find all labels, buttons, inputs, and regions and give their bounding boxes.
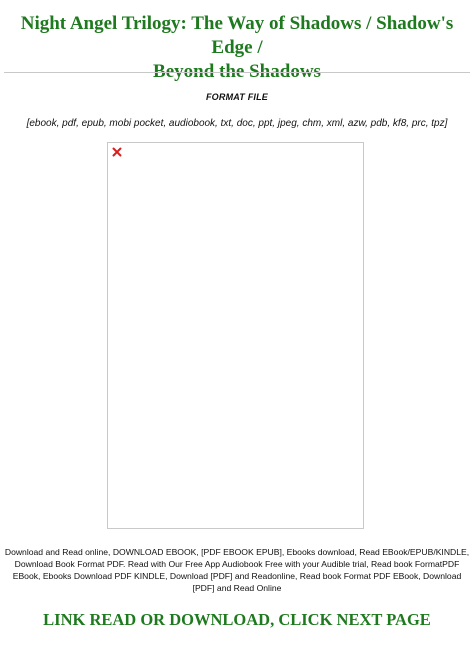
format-heading: FORMAT FILE <box>205 92 269 102</box>
download-link[interactable]: LINK READ OR DOWNLOAD, CLICK NEXT PAGE <box>43 610 431 629</box>
download-description: Download and Read online, DOWNLOAD EBOOK, [PDF EBOOK EPUB], Ebooks download, Read EBook/EPUB/KINDLE, Download Book Format PDF. Read with Our Free App Audiobook Free with your Audible trial, Read book FormatPDF EBook, Ebooks Download PDF KINDLE, Download [PDF] and Readonline, Read book Format PDF EBook, Download [PDF] and Read Online <box>4 547 470 593</box>
page-title <box>0 12 474 84</box>
book-cover-image[interactable] <box>107 142 364 529</box>
title-line-1: Night Angel Trilogy: The Way of Shadows / Shadow's Edge / <box>20 13 454 58</box>
title-divider <box>4 72 470 73</box>
format-list: [ebook, pdf, epub, mobi pocket, audiobook, txt, doc, ppt, jpeg, chm, xml, azw, pdb, kf8, prc, tpz] <box>26 118 448 129</box>
title-line-2: Beyond the Shadows <box>153 61 321 82</box>
broken-image-icon <box>112 147 122 157</box>
